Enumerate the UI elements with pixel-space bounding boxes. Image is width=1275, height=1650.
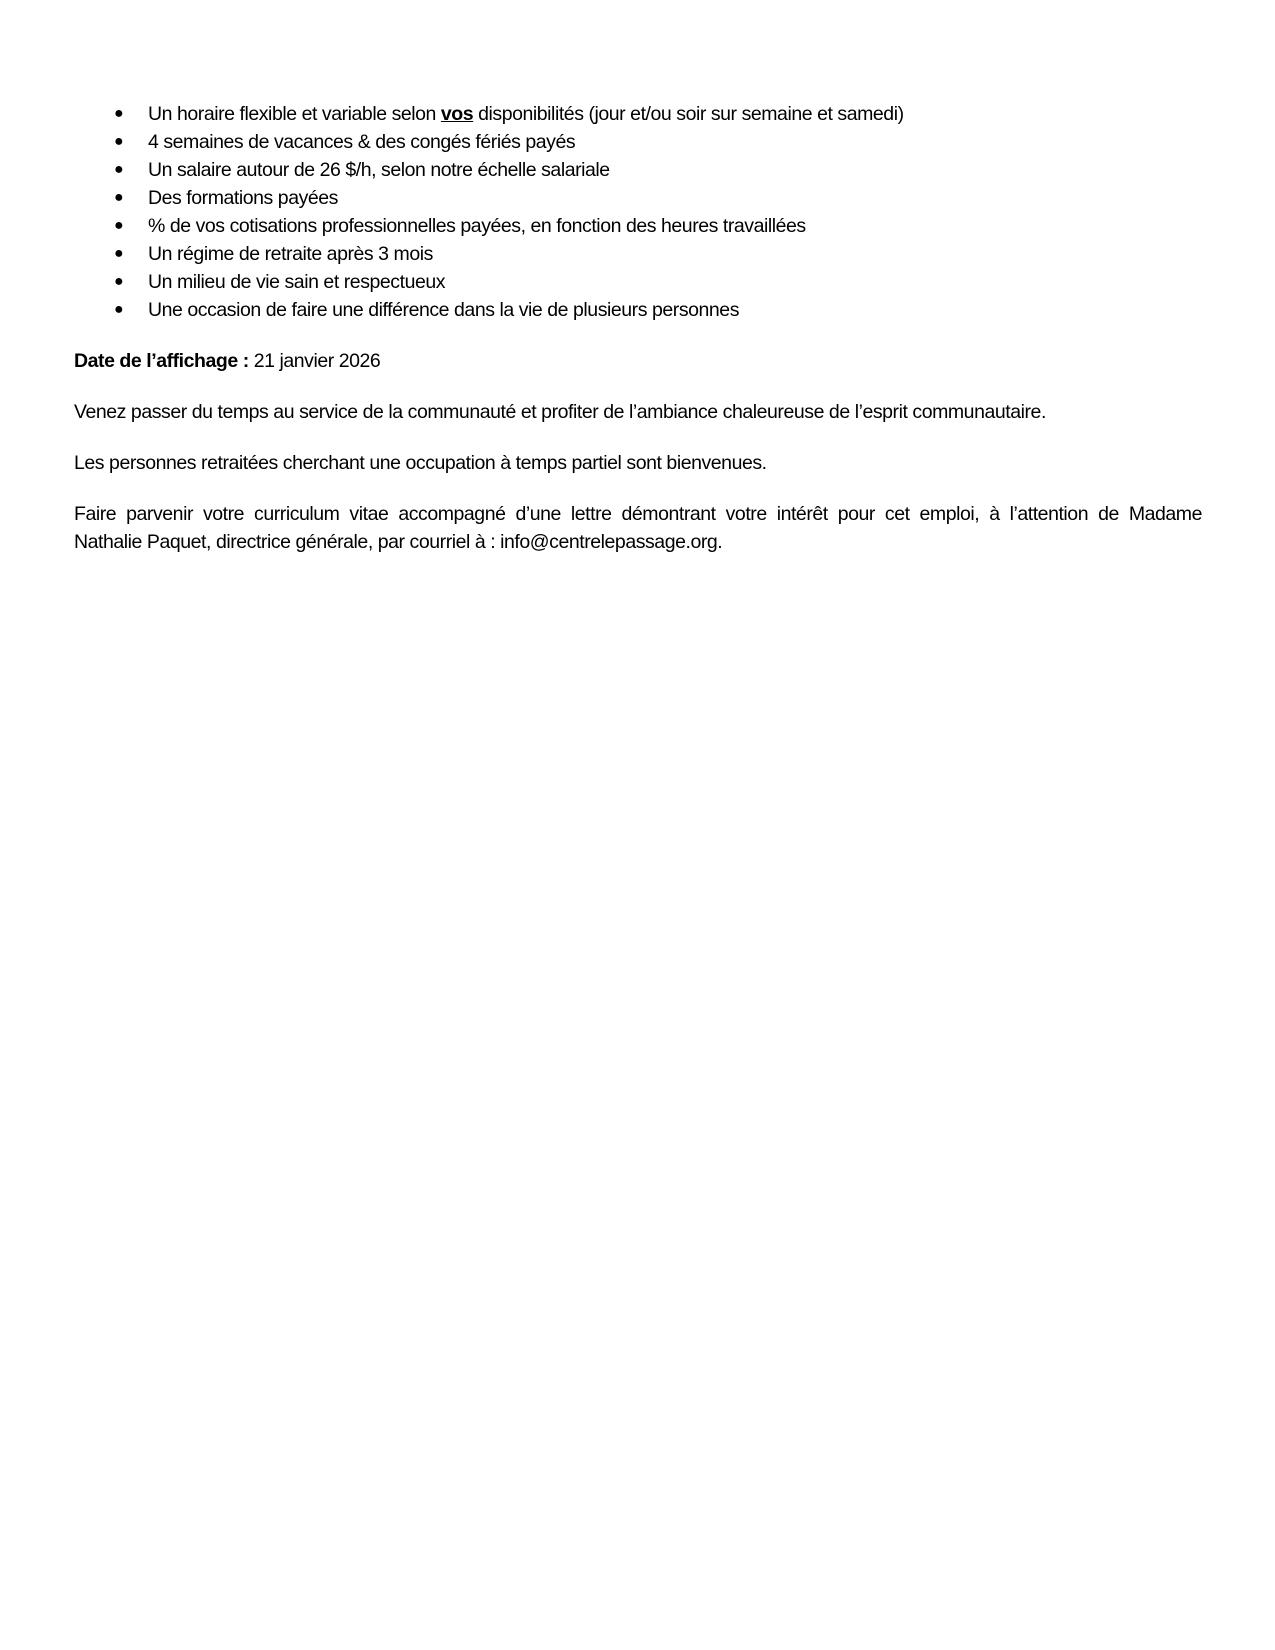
posting-date-value: 21 janvier 2026 [248, 350, 381, 372]
benefit-text: Une occasion de faire une différence dans la vie de plusieurs personnes [148, 299, 740, 321]
document-page [74, 100, 1202, 556]
posting-date-label: Date de l’affichage : [74, 350, 249, 372]
list-item [74, 184, 1202, 212]
benefit-text: 4 semaines de vacances & des congés fériés payés [148, 131, 576, 153]
bullet-icon: ● [114, 217, 124, 234]
benefit-text: Un salaire autour de 26 $/h, selon notre échelle salariale [148, 159, 610, 181]
list-item [74, 156, 1202, 184]
benefit-text: Un régime de retraite après 3 mois [148, 243, 433, 265]
bullet-icon: ● [114, 105, 124, 122]
list-item [74, 100, 1202, 128]
benefit-text: % de vos cotisations professionnelles payées, en fonction des heures travaillées [148, 215, 806, 237]
benefit-emphasis: vos [440, 103, 474, 125]
benefit-text-before: Un horaire flexible et variable selon [148, 103, 441, 125]
list-item [74, 296, 1202, 324]
application-line-2: Nathalie Paquet, directrice générale, par courriel à : info@centrelepassage.org. [74, 531, 723, 553]
community-paragraph: Venez passer du temps au service de la communauté et profiter de l’ambiance chaleureuse de l’esprit communautaire. [74, 401, 1046, 423]
bullet-icon: ● [114, 189, 124, 206]
benefit-text: Un milieu de vie sain et respectueux [148, 271, 446, 293]
posting-date [74, 347, 1202, 375]
list-item [74, 128, 1202, 156]
bullet-icon: ● [114, 301, 124, 318]
benefit-text: Des formations payées [148, 187, 338, 209]
list-item [74, 240, 1202, 268]
benefit-text-after: disponibilités (jour et/ou soir sur semaine et samedi) [473, 103, 904, 125]
bullet-icon: ● [114, 245, 124, 262]
retirees-paragraph: Les personnes retraitées cherchant une occupation à temps partiel sont bienvenues. [74, 452, 767, 474]
list-item [74, 268, 1202, 296]
application-line-1: Faire parvenir votre curriculum vitae accompagné d’une lettre démontrant votre intérêt pour cet emploi, à l’attention de Madame [74, 503, 1202, 525]
bullet-icon: ● [114, 273, 124, 290]
application-paragraph [74, 500, 1202, 556]
list-item [74, 212, 1202, 240]
benefits-list [74, 100, 1202, 324]
bullet-icon: ● [114, 133, 124, 150]
bullet-icon: ● [114, 161, 124, 178]
